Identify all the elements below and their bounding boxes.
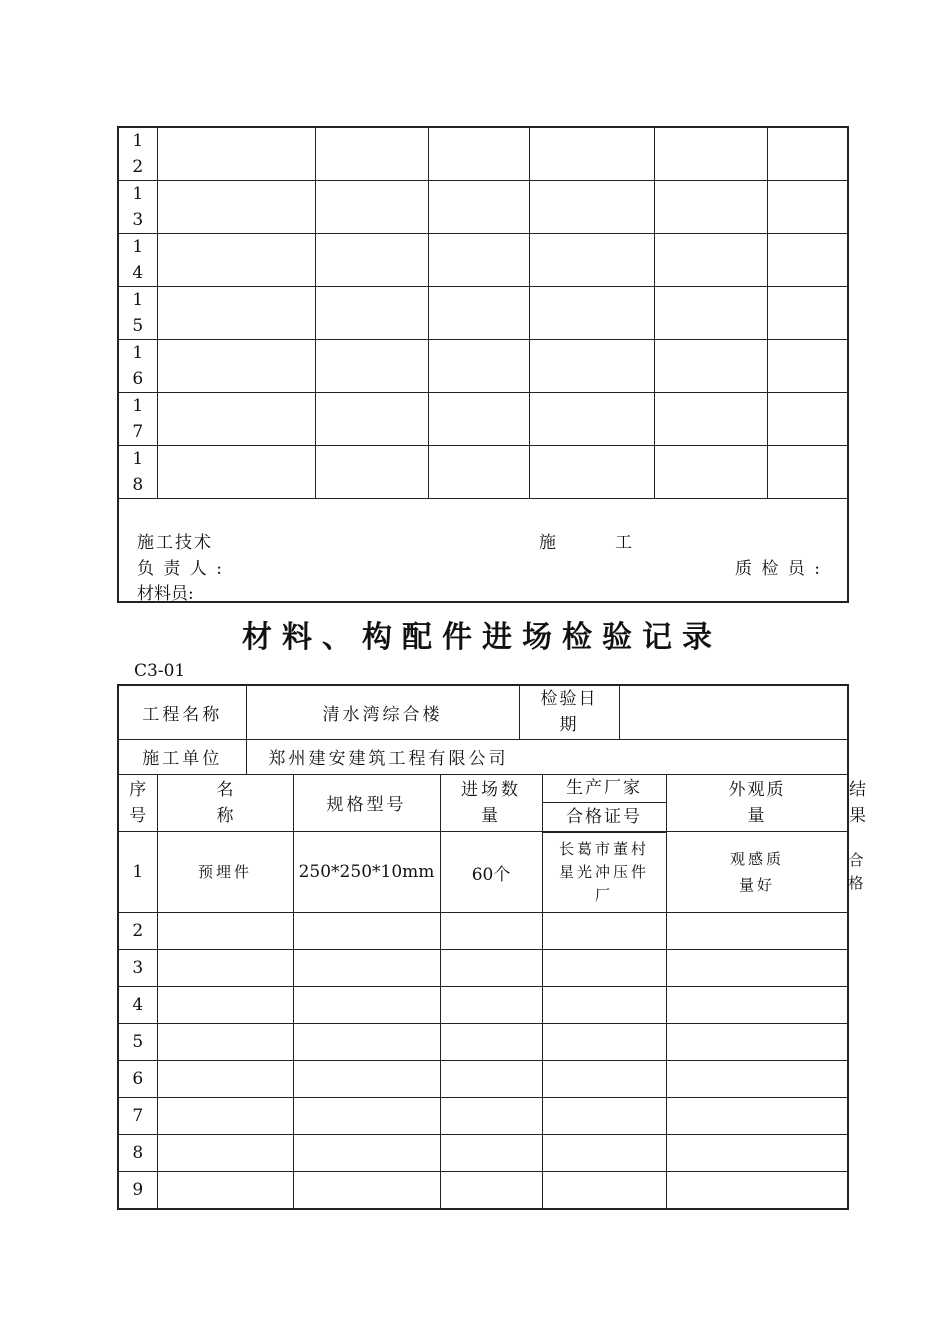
row-qty (440, 1172, 542, 1209)
row-qty: 60个 (440, 832, 542, 913)
row-no: 5 (118, 1024, 157, 1061)
row-qty (440, 1098, 542, 1135)
row-number: 1 8 (118, 446, 157, 499)
table-row (118, 287, 848, 340)
row-spec: 250*250*10mm (293, 832, 440, 913)
table-row (118, 181, 848, 234)
row-spec (293, 950, 440, 987)
empty-cell (529, 287, 654, 340)
row-manufacturer (542, 1172, 666, 1209)
row-appearance (666, 1172, 848, 1209)
row-no: 8 (118, 1135, 157, 1172)
row-number: 1 3 (118, 181, 157, 234)
row-number: 1 5 (118, 287, 157, 340)
header-manufacturer-certificate (542, 774, 666, 832)
row-manufacturer (542, 1098, 666, 1135)
inspection-record-table: 工程名称 清水湾综合楼 检验日期 施工单位 郑州建安建筑工程有限公司 序号 名称 规格型号 进场数量 生产厂家 合格证号 外观质量 结果 1 预埋件 250*250*10mm 60个 长葛市董村星光冲压件厂 观感质量好 合格 2 3 4 5 6 7 8 9 (117, 684, 849, 1210)
row-appearance: 观感质量好 (666, 832, 848, 913)
empty-cell (315, 234, 428, 287)
table-row (118, 1024, 848, 1061)
row-spec (293, 1061, 440, 1098)
table-row (118, 127, 848, 181)
row-no: 1 (118, 832, 157, 913)
row-name: 预埋件 (157, 832, 293, 913)
table-row (118, 913, 848, 950)
project-name-label: 工程名称 (118, 685, 246, 739)
row-appearance (666, 1061, 848, 1098)
row-name (157, 987, 293, 1024)
empty-cell (767, 340, 848, 393)
empty-cell (767, 393, 848, 446)
row-qty (440, 950, 542, 987)
empty-cell (529, 234, 654, 287)
row-number: 1 7 (118, 393, 157, 446)
empty-cell (654, 234, 767, 287)
tech-label-line2: 负 责 人 : (137, 559, 224, 579)
row-manufacturer: 长葛市董村星光冲压件厂 (542, 832, 666, 913)
table-row (118, 393, 848, 446)
table-row (118, 1135, 848, 1172)
empty-cell (767, 234, 848, 287)
row-spec (293, 1024, 440, 1061)
row-name (157, 950, 293, 987)
inspector-label: 质 检 员 : (735, 559, 822, 579)
row-manufacturer (542, 1061, 666, 1098)
row-spec (293, 913, 440, 950)
empty-cell (157, 446, 315, 499)
header-name: 名称 (157, 774, 293, 832)
material-label: 材料员: (137, 584, 194, 604)
inspection-date-label: 检验日期 (519, 685, 619, 739)
row-number: 1 2 (118, 127, 157, 181)
empty-cell (654, 393, 767, 446)
header-certificate: 合格证号 (566, 806, 643, 827)
row-spec (293, 1098, 440, 1135)
row-spec (293, 1135, 440, 1172)
table-row (118, 1061, 848, 1098)
empty-cell (157, 181, 315, 234)
empty-cell (529, 181, 654, 234)
empty-cell (315, 393, 428, 446)
row-qty (440, 1061, 542, 1098)
empty-cell (428, 446, 529, 499)
row-name (157, 913, 293, 950)
table-row (118, 234, 848, 287)
header-qty: 进场数量 (440, 774, 542, 832)
empty-cell (767, 127, 848, 181)
row-qty (440, 987, 542, 1024)
empty-cell (529, 446, 654, 499)
empty-cell (428, 234, 529, 287)
row-number: 1 4 (118, 234, 157, 287)
empty-cell (767, 181, 848, 234)
empty-cell (157, 393, 315, 446)
empty-cell (315, 446, 428, 499)
row-manufacturer (542, 1024, 666, 1061)
row-manufacturer (542, 987, 666, 1024)
row-no: 4 (118, 987, 157, 1024)
row-appearance (666, 1024, 848, 1061)
row-appearance (666, 1135, 848, 1172)
project-name-value: 清水湾综合楼 (246, 685, 519, 739)
empty-cell (157, 287, 315, 340)
row-manufacturer (542, 950, 666, 987)
row-no: 3 (118, 950, 157, 987)
construction-label: 施 工 (539, 533, 634, 553)
empty-cell (157, 127, 315, 181)
row-qty (440, 913, 542, 950)
row-no: 7 (118, 1098, 157, 1135)
empty-cell (315, 340, 428, 393)
row-qty (440, 1024, 542, 1061)
empty-cell (654, 446, 767, 499)
continuation-table (117, 126, 849, 603)
row-name (157, 1024, 293, 1061)
empty-cell (428, 287, 529, 340)
empty-cell (654, 181, 767, 234)
table-row (118, 1098, 848, 1135)
inspection-date-value (619, 685, 848, 739)
row-name (157, 1098, 293, 1135)
constructor-value: 郑州建安建筑工程有限公司 (246, 739, 848, 774)
table-row (118, 446, 848, 499)
header-appearance: 外观质量 (666, 774, 848, 832)
empty-cell (654, 287, 767, 340)
row-no: 2 (118, 913, 157, 950)
table-row (118, 1172, 848, 1209)
empty-cell (315, 127, 428, 181)
table-row (118, 950, 848, 987)
form-code: C3-01 (134, 661, 186, 681)
empty-cell (767, 287, 848, 340)
empty-cell (315, 287, 428, 340)
empty-cell (428, 340, 529, 393)
empty-cell (654, 340, 767, 393)
row-number: 1 6 (118, 340, 157, 393)
header-no: 序号 (118, 774, 157, 832)
row-appearance (666, 913, 848, 950)
empty-cell (157, 234, 315, 287)
empty-cell (529, 393, 654, 446)
row-spec (293, 1172, 440, 1209)
empty-cell (767, 446, 848, 499)
row-qty (440, 1135, 542, 1172)
empty-cell (529, 340, 654, 393)
row-no: 6 (118, 1061, 157, 1098)
row-appearance (666, 1098, 848, 1135)
table-row (118, 987, 848, 1024)
empty-cell (428, 393, 529, 446)
row-appearance (666, 987, 848, 1024)
empty-cell (315, 181, 428, 234)
row-manufacturer (542, 913, 666, 950)
empty-cell (157, 340, 315, 393)
empty-cell (428, 181, 529, 234)
row-name (157, 1172, 293, 1209)
row-appearance (666, 950, 848, 987)
constructor-label: 施工单位 (118, 739, 246, 774)
header-spec: 规格型号 (293, 774, 440, 832)
row-spec (293, 987, 440, 1024)
signature-block (118, 499, 848, 603)
form-title: 材料、构配件进场检验记录 (242, 620, 722, 655)
empty-cell (654, 127, 767, 181)
tech-label-line1: 施工技术 (137, 533, 213, 553)
row-name (157, 1135, 293, 1172)
table-row: 1 预埋件 250*250*10mm 60个 长葛市董村星光冲压件厂 观感质量好 合格 (118, 832, 848, 913)
empty-cell (529, 127, 654, 181)
table-row (118, 340, 848, 393)
empty-cell (428, 127, 529, 181)
row-no: 9 (118, 1172, 157, 1209)
row-manufacturer (542, 1135, 666, 1172)
row-name (157, 1061, 293, 1098)
header-manufacturer: 生产厂家 (543, 775, 666, 803)
